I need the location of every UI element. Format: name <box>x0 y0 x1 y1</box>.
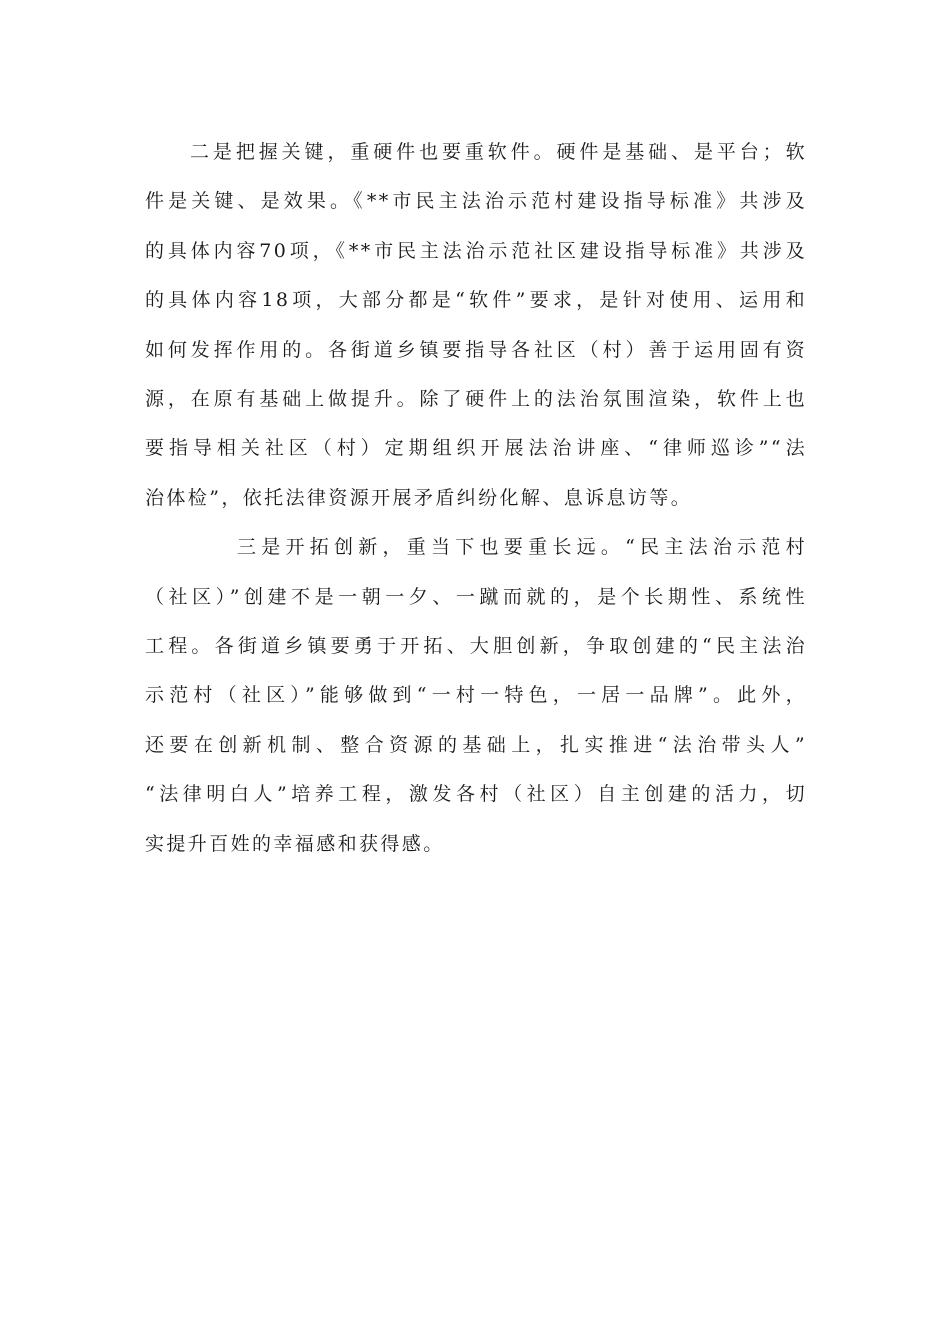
paragraph-line: 的具体内容18项，大部分都是“软件”要求，是针对使用、运用和 <box>145 289 807 312</box>
paragraph-line: 源，在原有基础上做提升。除了硬件上的法治氛围渲染，软件上也 <box>145 388 807 411</box>
paragraph-innovation <box>145 523 807 869</box>
document-body <box>145 128 807 869</box>
paragraph-line: “法律明白人”培养工程，激发各村（社区）自主创建的活力，切 <box>145 783 807 806</box>
paragraph-line: 治体检”，依托法律资源开展矛盾纠纷化解、息诉息访等。 <box>145 486 693 509</box>
paragraph-line: 件是关键、是效果。《**市民主法治示范村建设指导标准》共涉及 <box>145 190 807 213</box>
paragraph-line: 如何发挥作用的。各街道乡镇要指导各社区（村）善于运用固有资 <box>145 338 807 361</box>
paragraph-hardware-software <box>145 128 807 523</box>
paragraph-line: 示范村（社区）”能够做到“一村一特色，一居一品牌”。此外， <box>145 684 807 707</box>
paragraph-line: 三是开拓创新，重当下也要重长远。“民主法治示范村 <box>237 536 807 559</box>
paragraph-line: 要指导相关社区（村）定期组织开展法治讲座、“律师巡诊”“法 <box>145 437 807 460</box>
paragraph-line: 还要在创新机制、整合资源的基础上，扎实推进“法治带头人” <box>145 733 807 756</box>
paragraph-line: 工程。各街道乡镇要勇于开拓、大胆创新，争取创建的“民主法治 <box>145 635 807 658</box>
paragraph-line: 二是把握关键，重硬件也要重软件。硬件是基础、是平台；软 <box>190 141 807 163</box>
paragraph-line: （社区）”创建不是一朝一夕、一蹴而就的，是个长期性、系统性 <box>145 585 807 608</box>
paragraph-line: 的具体内容70项，《**市民主法治示范社区建设指导标准》共涉及 <box>145 239 807 262</box>
paragraph-line: 实提升百姓的幸福感和获得感。 <box>145 832 445 855</box>
